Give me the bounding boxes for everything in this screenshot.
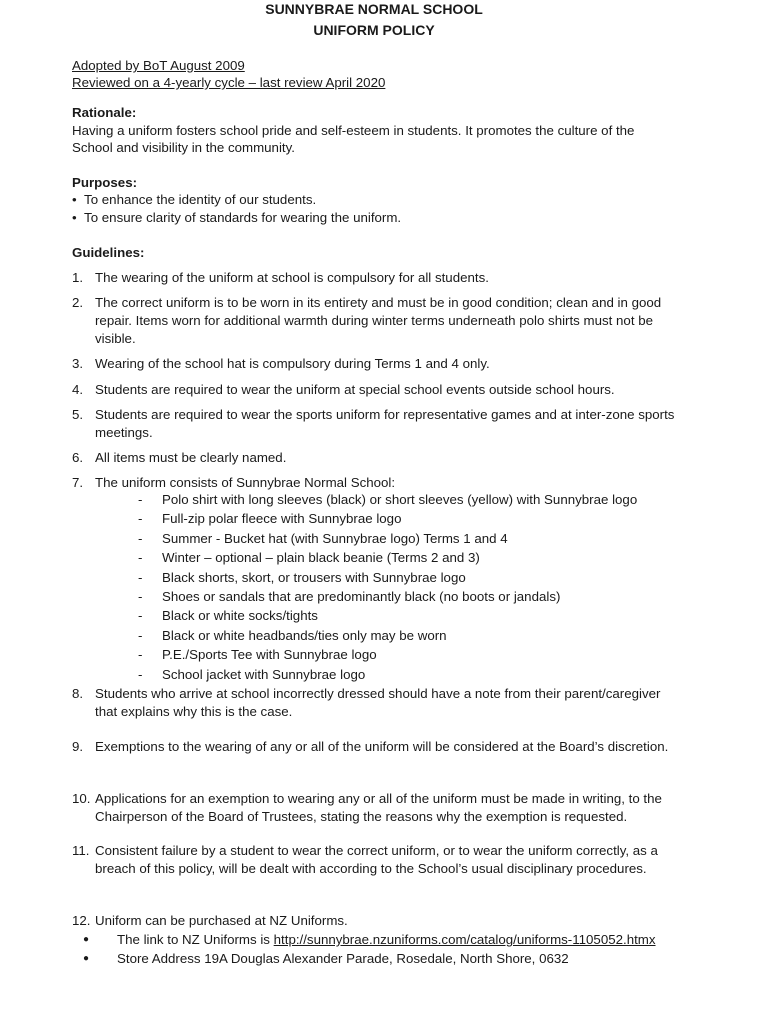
uniform-item: Black or white socks/tights (162, 608, 318, 623)
guideline-number: 3. (72, 356, 84, 371)
review-cycle: Reviewed on a 4-yearly cycle – last review April 2020 (72, 75, 386, 90)
adopted-date: Adopted by BoT August 2009 (72, 58, 245, 73)
guideline-number: 1. (72, 270, 84, 285)
rationale-heading: Rationale: (72, 105, 137, 120)
policy-title: UNIFORM POLICY (313, 22, 435, 38)
uniform-item: School jacket with Sunnybrae logo (162, 667, 366, 682)
purposes-heading: Purposes: (72, 175, 138, 190)
guideline-text: Applications for an exemption to wearing any or all of the uniform must be made in writing, to the Chairperson of the Board of Trustees, stating the reasons why the exemption is requested. (95, 791, 662, 825)
guideline-number: 6. (72, 450, 84, 465)
guidelines-heading: Guidelines: (72, 245, 145, 260)
guideline-text: Students are required to wear the sports uniform for representative games and at inter-zone sports meetings. (95, 407, 675, 441)
dash-marker: - (138, 570, 143, 585)
guideline-text: Wearing of the school hat is compulsory during Terms 1 and 4 only. (95, 356, 490, 371)
guideline-text: The uniform consists of Sunnybrae Normal School: (95, 475, 396, 490)
school-name: SUNNYBRAE NORMAL SCHOOL (265, 1, 483, 17)
guideline-number: 9. (72, 739, 84, 754)
dash-marker: - (138, 608, 143, 623)
guideline-number: 11. (72, 843, 90, 858)
uniform-item: Summer - Bucket hat (with Sunnybrae logo) Terms 1 and 4 (162, 531, 508, 546)
guideline-text: Exemptions to the wearing of any or all of the uniform will be considered at the Board’s discretion. (95, 739, 669, 754)
nz-uniforms-link[interactable]: http://sunnybrae.nzuniforms.com/catalog/uniforms-1105052.htmx (273, 932, 656, 947)
dash-marker: - (138, 492, 143, 507)
dash-marker: - (138, 667, 143, 682)
uniform-item: Winter – optional – plain black beanie (Terms 2 and 3) (162, 550, 480, 565)
purpose-text: To ensure clarity of standards for wearing the uniform. (84, 210, 402, 225)
guideline-number: 7. (72, 475, 84, 490)
uniform-item: Polo shirt with long sleeves (black) or short sleeves (yellow) with Sunnybrae logo (162, 492, 638, 507)
guideline-text: Uniform can be purchased at NZ Uniforms. (95, 913, 348, 928)
bullet-marker: ● (83, 934, 90, 945)
uniform-item: Full-zip polar fleece with Sunnybrae logo (162, 511, 402, 526)
guideline-number: 8. (72, 686, 84, 701)
uniform-link-line (117, 932, 656, 947)
guideline-text: The correct uniform is to be worn in its entirety and must be in good condition; clean and in good repair. Items worn for additional warmth during winter terms underneath polo shirts must not be visible. (95, 295, 662, 347)
link-prefix: The link to NZ Uniforms is (117, 932, 274, 947)
rationale-text-2: School and visibility in the community. (72, 140, 295, 155)
guideline-text: All items must be clearly named. (95, 450, 287, 465)
purpose-text: To enhance the identity of our students. (84, 192, 317, 207)
guideline-number: 10. (72, 791, 91, 806)
bullet-marker: ● (83, 953, 90, 964)
guideline-number: 2. (72, 295, 84, 310)
purpose-item: • To ensure clarity of standards for wearing the uniform. (72, 210, 402, 225)
store-address: Store Address 19A Douglas Alexander Parade, Rosedale, North Shore, 0632 (117, 951, 569, 966)
uniform-item: Shoes or sandals that are predominantly black (no boots or jandals) (162, 589, 561, 604)
dash-marker: - (138, 589, 143, 604)
guideline-text: The wearing of the uniform at school is compulsory for all students. (95, 270, 489, 285)
uniform-item: Black or white headbands/ties only may be worn (162, 628, 447, 643)
dash-marker: - (138, 511, 143, 526)
guideline-text: Students are required to wear the uniform at special school events outside school hours. (95, 382, 615, 397)
uniform-item: P.E./Sports Tee with Sunnybrae logo (162, 647, 377, 662)
guideline-text: Students who arrive at school incorrectly dressed should have a note from their parent/caregiver that explains why this is the case. (95, 686, 661, 720)
guideline-text: Consistent failure by a student to wear the correct uniform, or to wear the uniform correctly, as a breach of this policy, will be dealt with according to the School’s usual disciplinary procedures. (95, 843, 658, 877)
dash-marker: - (138, 628, 143, 643)
uniform-item: Black shorts, skort, or trousers with Sunnybrae logo (162, 570, 466, 585)
dash-marker: - (138, 647, 143, 662)
guideline-number: 12. (72, 913, 91, 928)
dash-marker: - (138, 550, 143, 565)
dash-marker: - (138, 531, 143, 546)
purpose-item: • To enhance the identity of our students. (72, 192, 317, 207)
guideline-number: 4. (72, 382, 84, 397)
guideline-number: 5. (72, 407, 84, 422)
rationale-text-1: Having a uniform fosters school pride and self-esteem in students. It promotes the culture of the (72, 123, 635, 138)
